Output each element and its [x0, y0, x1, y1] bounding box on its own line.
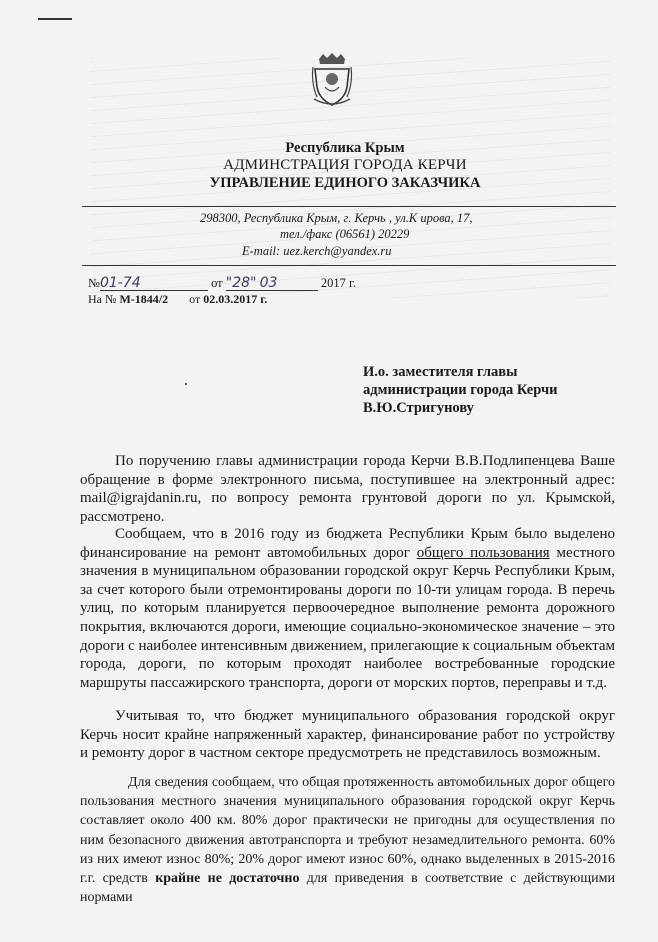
reg-no-handwritten: 01-74	[99, 275, 141, 291]
reg-date-day-handwritten: "28"	[225, 275, 257, 291]
paragraph-4	[80, 773, 615, 907]
header-top-rule	[82, 206, 616, 207]
ref-number: М-1844/2	[119, 292, 169, 306]
reg-from-prefix: от	[211, 276, 223, 290]
header-bottom-rule	[82, 265, 616, 266]
ref-prefix: На №	[88, 292, 117, 306]
paragraph-1: По поручению главы администрации города Керчи В.В.Подлипенцева Ваше обращение в форме электронного письма, поступившее на электронный адрес: mail@igrajdanin.ru, по вопросу ремонта грунтовой дороги по ул. Крымской, рассмотрено.	[80, 453, 615, 525]
paragraph-3: Учитывая то, что бюджет муниципального образования городской округ Керчь носит крайне напряженный характер, финансирование работ по устройству и ремонту дорог в частном секторе предусмотреть не представилось возможным.	[80, 708, 615, 762]
reg-year: 2017 г.	[320, 276, 356, 290]
addressee-block	[363, 363, 557, 417]
header-region: Республика Крым	[285, 140, 405, 156]
paragraph-2-part-b: местного значения в муниципальном образовании городской округ Керчь Республики Крым, за счет которого были отремонтированы дороги по 10-ти улицам города. В перечь улиц, по которым планируется первоочередное выполнение ремонта дорожного покрытия, включаются дороги, имеющие социально-экономическое значение – это дороги с наиболее интенсивным движением, прилегающие к социальным объектам города, дороги, по которым проходят наиболее востребованные городские маршруты пассажирского транспорта, дороги от морских портов, переправы и т.д.	[80, 544, 616, 691]
paragraph-2-part-a: Сообщаем, что в 2016 году из бюджета Республики Крым было выделено финансирование на ремонт автомобильных дорог	[80, 526, 615, 561]
reg-date-month-handwritten: 03	[259, 275, 278, 291]
paragraph-2-underlined: общего пользования	[416, 544, 550, 561]
ref-date: 02.03.2017 г.	[203, 292, 268, 306]
crimea-coat-of-arms-icon	[311, 53, 353, 108]
header-phone: тел./факс (06561) 20229	[280, 227, 410, 241]
paragraph-4-part-b: для приведения в соответствие с действующими нормами	[80, 871, 615, 906]
paragraph-4-bold: крайне не достаточно	[155, 871, 300, 887]
outgoing-registration	[88, 276, 356, 291]
paragraph-4-part-a: Для сведения сообщаем, что общая протяженность автомобильных дорог общего пользования местного значения муниципального образования городской округ Керчь составляет около 400 км. 80% дорог практически не пригодны для осуществления по ним безопасного движения автотранспорта и требуют незамедлительного ремонта. 60% из них имеют износ 80%; 20% дорог имеют износ 60%, однако выделенных в 2015-2016 г.г. средств	[80, 775, 615, 887]
header-address: 298300, Республика Крым, г. Керчь , ул.К ирова, 17,	[200, 211, 473, 225]
addressee-line-3: В.Ю.Стригунову	[363, 400, 474, 416]
addressee-line-1: И.о. заместителя главы	[363, 364, 518, 380]
header-department: УПРАВЛЕНИЕ ЕДИНОГО ЗАКАЗЧИКА	[209, 175, 481, 191]
incoming-reference	[88, 292, 267, 307]
stray-dot	[185, 383, 187, 385]
header-administration: АДМИНСТРАЦИЯ ГОРОДА КЕРЧИ	[223, 157, 467, 173]
paragraph-2	[80, 525, 615, 692]
reg-no-prefix: №	[88, 276, 100, 290]
header-email: E-mail: uez.kerch@yandex.ru	[242, 244, 392, 258]
addressee-line-2: администрации города Керчи	[363, 382, 558, 398]
ref-from-prefix: от	[189, 292, 201, 306]
staple-mark	[38, 18, 72, 20]
